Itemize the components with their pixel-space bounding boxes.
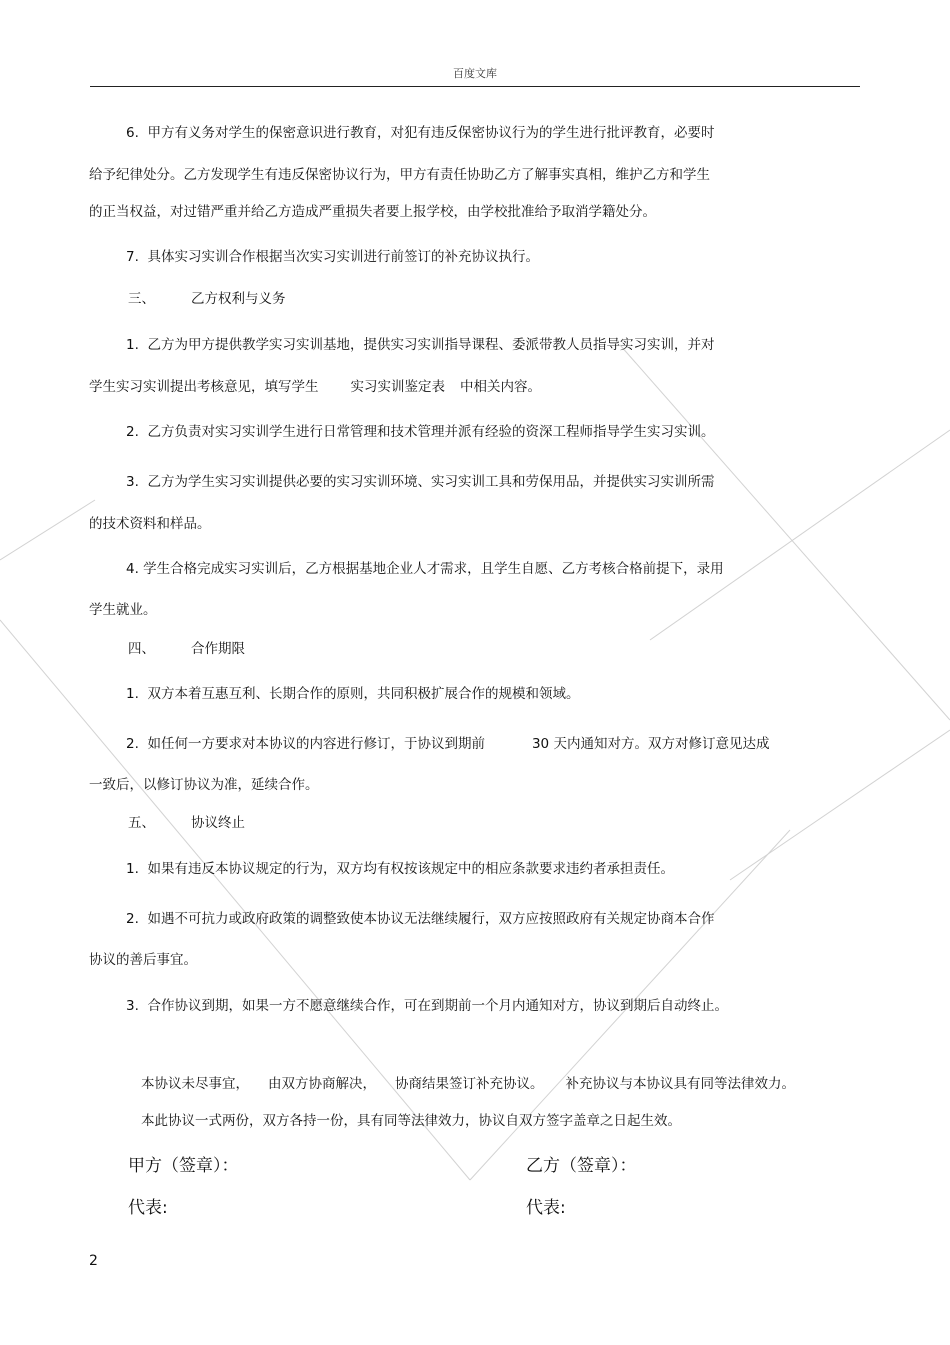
paragraph-line: [141, 1075, 795, 1093]
paragraph-line: 给予纪律处分。乙方发现学生有违反保密协议行为，甲方有责任协助乙方了解事实真相，维护乙方和学生: [89, 167, 710, 183]
section-heading: 协议终止: [191, 815, 245, 831]
line-part: 学生实习实训提出考核意见，填写学生: [89, 379, 319, 395]
paragraph-line: 一致后，以修订协议为准，延续合作。: [89, 777, 319, 793]
paragraph-line: 本此协议一式两份，双方各持一份，具有同等法律效力，协议自双方签字盖章之日起生效。: [141, 1113, 681, 1129]
paragraph-line: 1. 双方本着互惠互利、长期合作的原则，共同积极扩展合作的规模和领域。: [126, 686, 580, 702]
paragraph-line: 的正当权益，对过错严重并给乙方造成严重损失者要上报学校，由学校批准给予取消学籍处分。: [89, 204, 656, 220]
paragraph-line: 的技术资料和样品。: [89, 516, 211, 532]
paragraph-line: 学生就业。: [89, 602, 157, 618]
paragraph-line: 7. 具体实习实训合作根据当次实习实训进行前签订的补充协议执行。: [126, 249, 539, 265]
header-title: 百度文库: [453, 67, 497, 80]
paragraph-line: 3. 合作协议到期，如果一方不愿意继续合作，可在到期前一个月内通知对方，协议到期后自动终止。: [126, 998, 728, 1014]
paragraph-line: [126, 735, 769, 753]
form-name: 实习实训鉴定表: [350, 379, 445, 395]
party-b-signature-label: 乙方（签章）：: [526, 1156, 637, 1176]
page-number: 2: [89, 1253, 98, 1269]
section-number: 五、: [128, 815, 155, 831]
party-a-signature-label: 甲方（签章）：: [128, 1156, 239, 1176]
paragraph-line: 3. 乙方为学生实习实训提供必要的实习实训环境、实习实训工具和劳保用品，并提供实习实训所需: [126, 474, 715, 490]
paragraph-line: 2. 乙方负责对实习实训学生进行日常管理和技术管理并派有经验的资深工程师指导学生实习实训。: [126, 424, 715, 440]
line-part: 2. 如任何一方要求对本协议的内容进行修订，于协议到期前: [126, 736, 485, 752]
party-a-representative-label: 代表:: [128, 1198, 168, 1218]
line-part: 由双方协商解决，: [268, 1076, 376, 1092]
section-heading: 乙方权利与义务: [191, 291, 286, 307]
line-part: 中相关内容。: [460, 379, 541, 395]
section-number: 三、: [128, 291, 155, 307]
paragraph-line: 6. 甲方有义务对学生的保密意识进行教育，对犯有违反保密协议行为的学生进行批评教育，必要时: [126, 125, 715, 141]
paragraph-line: 1. 乙方为甲方提供教学实习实训基地，提供实习实训指导课程、委派带教人员指导实习实训，并对: [126, 337, 715, 353]
paragraph-line: 2. 如遇不可抗力或政府政策的调整致使本协议无法继续履行，双方应按照政府有关规定协商本合作: [126, 911, 715, 927]
party-b-representative-label: 代表:: [526, 1198, 566, 1218]
paragraph-line: 1. 如果有违反本协议规定的行为，双方均有权按该规定中的相应条款要求违约者承担责任。: [126, 861, 674, 877]
line-part: 补充协议与本协议具有同等法律效力。: [565, 1076, 795, 1092]
line-part: 协商结果签订补充协议。: [395, 1076, 544, 1092]
section-number: 四、: [128, 641, 155, 657]
paragraph-line: [89, 378, 541, 396]
line-part: 本协议未尽事宜，: [141, 1076, 249, 1092]
section-heading: 合作期限: [191, 641, 245, 657]
paragraph-line: 4. 学生合格完成实习实训后，乙方根据基地企业人才需求，且学生自愿、乙方考核合格前提下，录用: [126, 561, 724, 577]
line-part: 30 天内通知对方。双方对修订意见达成: [531, 736, 770, 752]
paragraph-line: 协议的善后事宜。: [89, 952, 197, 968]
page-header: [90, 66, 860, 87]
